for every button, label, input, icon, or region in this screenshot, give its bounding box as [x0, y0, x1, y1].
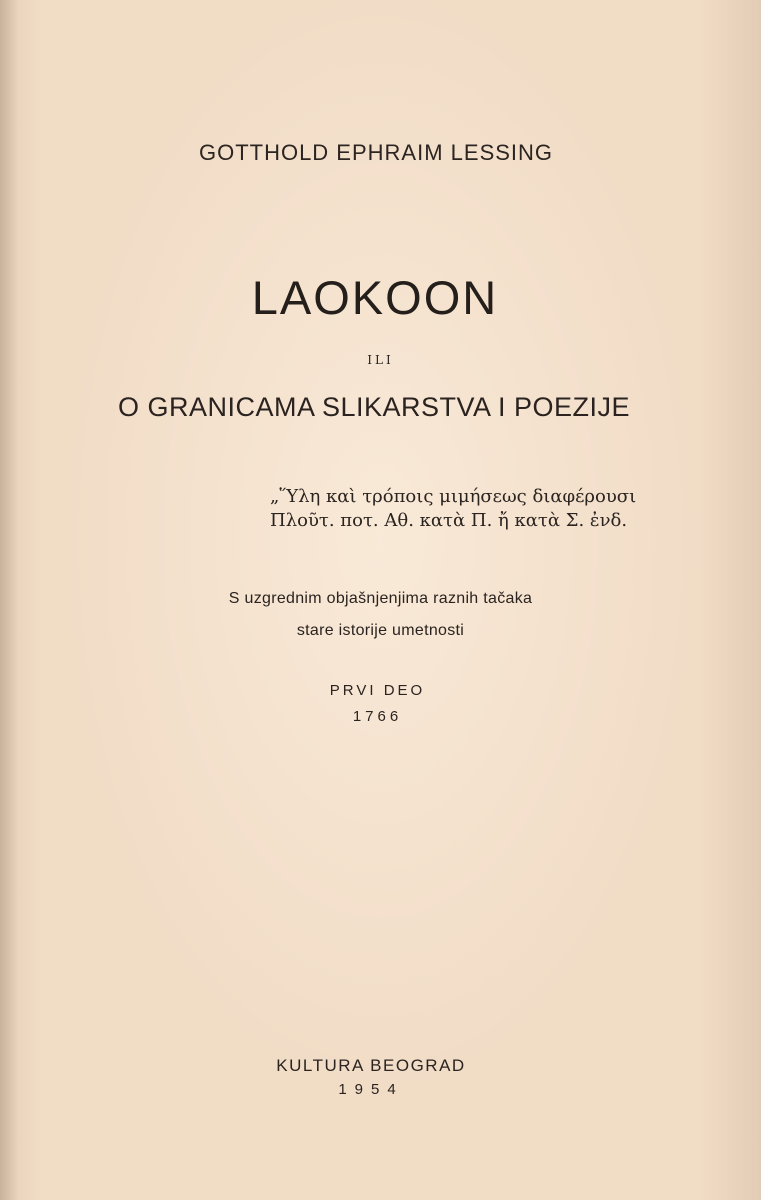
epigraph-line-1: „Ὕλη καὶ τρόποις μιμήσεως διαφέρουσι — [270, 486, 637, 507]
author-name: GOTTHOLD EPHRAIM LESSING — [198, 140, 554, 165]
epigraph-line-2: Πλοῦτ. ποτ. Αθ. κατὰ Π. ἤ κατὰ Σ. ἐνδ. — [270, 510, 628, 531]
publication-year: 1954 — [338, 1081, 404, 1098]
book-title: LAOKOON — [251, 271, 499, 324]
greek-epigraph — [270, 485, 710, 533]
part-label: PRVI DEO — [329, 682, 426, 699]
part-year: 1766 — [352, 708, 403, 725]
explanatory-note-line-1: S uzgrednim objašnjenjima raznih tačaka — [228, 590, 533, 607]
publisher-name: KULTURA BEOGRAD — [276, 1056, 466, 1075]
explanatory-note-line-2: stare istorije umetnosti — [296, 622, 465, 639]
book-subtitle: O GRANICAMA SLIKARSTVA I POEZIJE — [117, 392, 631, 422]
title-connector: ILI — [367, 353, 394, 367]
